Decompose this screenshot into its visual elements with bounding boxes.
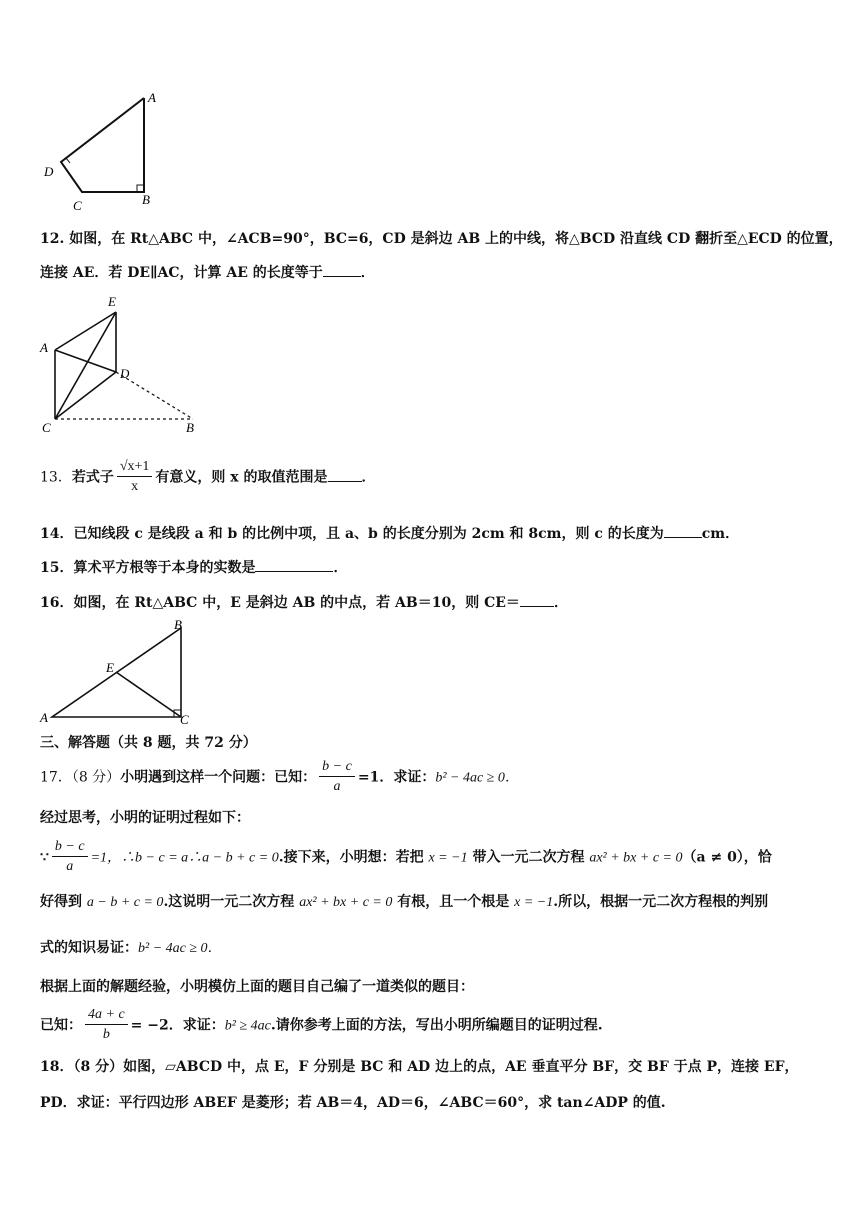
- question-12-line2: [40, 262, 375, 283]
- label-d: D: [44, 164, 54, 179]
- question-15: 15．算术平方根等于本身的实数是 ．: [40, 557, 347, 578]
- label-c: C: [180, 712, 189, 727]
- question-text-cont: 有意义，则 x 的取值范围是: [155, 469, 328, 486]
- math-expression: b² − 4ac ≥ 0．: [435, 770, 519, 786]
- question-text: 14．已知线段 c 是线段 a 和 b 的比例中项，且 a、b 的长度分别为 2cm 和 8cm，则 c 的长度为: [40, 526, 664, 542]
- question-17-line7: 已知： $\frac{4a + c}{b}$ = −2．求证：b² ≥ 4ac.请你参考上面的方法，写出小明所编题目的证明过程.: [40, 1006, 603, 1045]
- figure-fold-triangle: [36, 292, 206, 442]
- label-e: E: [108, 294, 116, 309]
- label-b: B: [174, 618, 182, 632]
- question-18-line2: PD．求证：平行四边形 ABEF 是菱形；若 AB＝4，AD＝6，∠ABC＝60°，求 tan∠ADP 的值.: [40, 1095, 666, 1111]
- period: ．: [360, 265, 375, 281]
- label-c: C: [73, 198, 82, 213]
- answer-blank: [328, 467, 362, 482]
- question-17-line5: 式的知识易证：b² − 4ac ≥ 0．: [40, 940, 222, 956]
- answer-blank: [255, 557, 333, 572]
- question-number: 17．（8 分）: [40, 769, 121, 786]
- figure-quadrilateral: [36, 88, 166, 218]
- question-17-line6: 根据上面的解题经验，小明模仿上面的题目自己编了一道类似的题目：: [40, 979, 474, 995]
- section-heading: 三、解答题（共 8 题，共 72 分）: [40, 735, 257, 751]
- question-number: 13．: [40, 469, 72, 486]
- answer-blank: [323, 262, 361, 277]
- question-12-text: 连接 AE．若 DE∥AC，计算 AE 的长度等于: [40, 265, 323, 281]
- answer-blank: [664, 523, 702, 538]
- label-e: E: [106, 660, 114, 675]
- label-a: A: [40, 340, 48, 355]
- question-16: 16．如图，在 Rt△ABC 中，E 是斜边 AB 的中点，若 AB＝10，则 CE＝ ．: [40, 592, 568, 613]
- label-a: A: [40, 710, 48, 725]
- label-b: B: [142, 192, 150, 207]
- question-17-line2: 经过思考，小明的证明过程如下：: [40, 810, 250, 826]
- question-14: 14．已知线段 c 是线段 a 和 b 的比例中项，且 a、b 的长度分别为 2cm 和 8cm，则 c 的长度为 cm．: [40, 523, 739, 544]
- fraction: $\frac{√x+1}{x}$: [117, 458, 153, 497]
- question-13: 13．若式子 $\frac{√x+1}{x}$ 有意义，则 x 的取值范围是 ．: [40, 458, 376, 497]
- question-17-line1: 17．（8 分）小明遇到这样一个问题：已知： $\frac{b - c}{a}$ =1．求证：b² − 4ac ≥ 0．: [40, 758, 519, 797]
- question-17-line3: ∵ $\frac{b - c}{a}$ =1，∴b − c = a∴a − b + c = 0.接下来，小明想：若把 x = −1 带入一元二次方程 ax² + bx + c = 0（a ≠ 0），恰: [40, 838, 772, 877]
- fraction: $\frac{b - c}{a}$: [52, 838, 88, 877]
- question-text: 16．如图，在 Rt△ABC 中，E 是斜边 AB 的中点，若 AB＝10，则 CE＝: [40, 595, 520, 611]
- label-b: B: [186, 420, 194, 435]
- answer-blank: [520, 592, 554, 607]
- label-d: D: [120, 366, 130, 381]
- question-text: 若式子: [71, 469, 114, 486]
- label-a: A: [148, 90, 156, 105]
- question-text: 15．算术平方根等于本身的实数是: [40, 560, 256, 576]
- figure-right-triangle: [36, 618, 196, 730]
- fraction: $\frac{b - c}{a}$: [319, 758, 355, 797]
- question-17-line4: 好得到 a − b + c = 0.这说明一元二次方程 ax² + bx + c = 0 有根，且一个根是 x = −1.所以，根据一元二次方程根的判别: [40, 894, 769, 910]
- question-12-line1: 12. 如图，在 Rt△ABC 中，∠ACB=90°，BC=6，CD 是斜边 AB 上的中线，将△BCD 沿直线 CD 翻折至△ECD 的位置，: [40, 231, 843, 247]
- label-c: C: [42, 420, 51, 435]
- question-18-line1: 18．（8 分）如图，▱ABCD 中，点 E，F 分别是 BC 和 AD 边上的点，AE 垂直平分 BF，交 BF 于点 P，连接 EF，: [40, 1059, 799, 1075]
- math-expression: =1，∴b − c = a∴a − b + c = 0: [90, 850, 279, 866]
- fraction: $\frac{4a + c}{b}$: [85, 1006, 128, 1045]
